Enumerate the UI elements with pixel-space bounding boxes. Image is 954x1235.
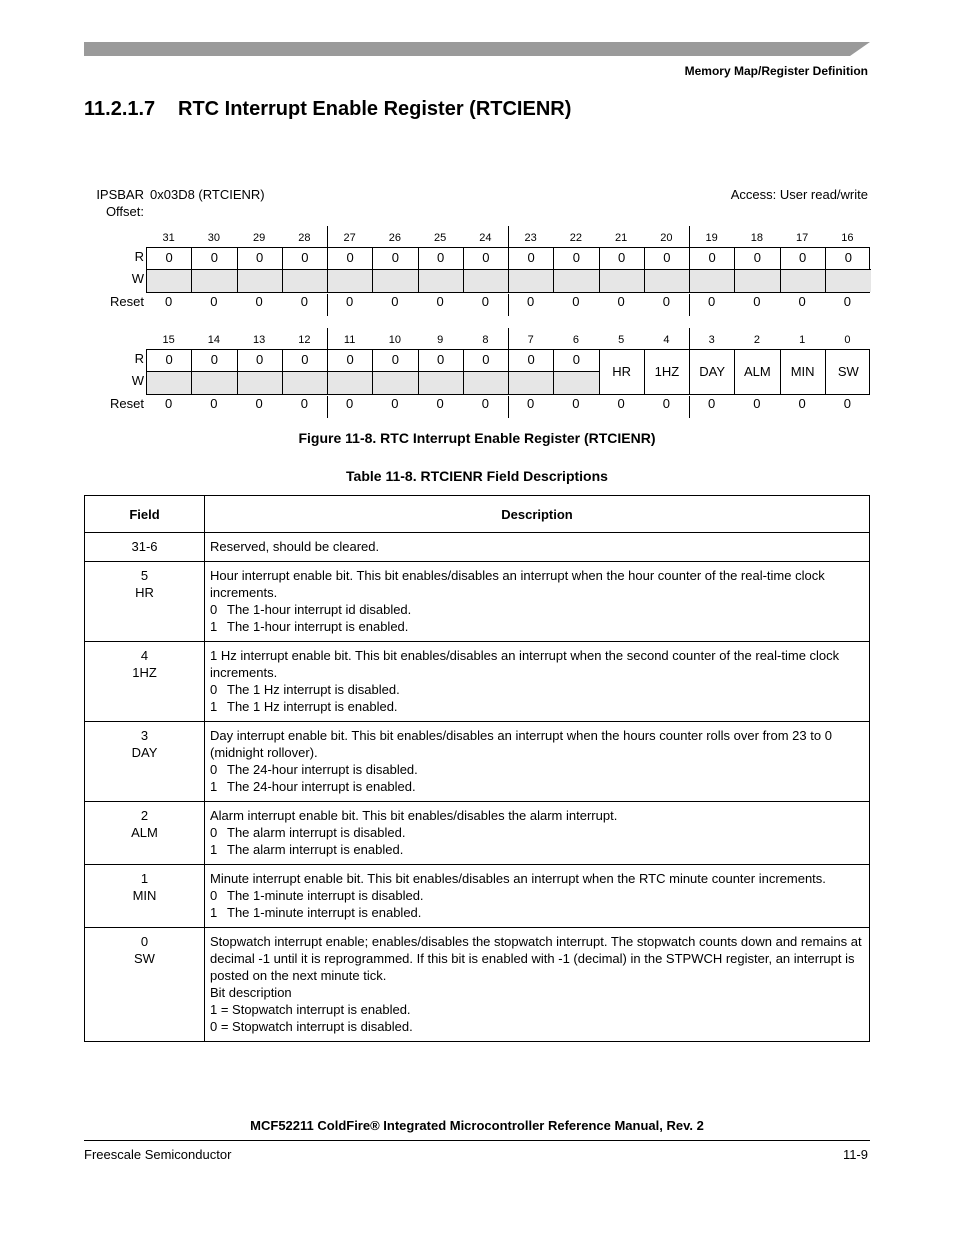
value-text: The 1 Hz interrupt is enabled. (227, 699, 398, 714)
named-bit-field: 1HZ (645, 350, 690, 394)
write-bit-cell (509, 270, 554, 292)
column-header-field: Field (85, 496, 205, 533)
reset-value: 0 (391, 294, 399, 309)
bit-field-grid (146, 247, 870, 293)
write-bit-cell (419, 270, 464, 292)
description-cell (205, 865, 870, 928)
bit-number: 4 (663, 334, 670, 346)
write-bit-cell (781, 270, 826, 292)
write-bit-cell (373, 372, 418, 394)
bit-number: 5 (618, 334, 625, 346)
reset-value: 0 (798, 294, 806, 309)
bit-number: 22 (569, 232, 582, 244)
description-text: Stopwatch interrupt enable; enables/disables the stopwatch interrupt. The stopwatch counts down and remains at decimal -1 until it is reprogrammed. If this bit is enabled with -1 (decimal) in the STPWCH register, an interrupt is posted on the next minute tick. (210, 934, 862, 983)
write-row-label: W (131, 373, 144, 388)
bit-number: 14 (207, 334, 220, 346)
read-bit-cell: 0 (328, 350, 373, 372)
read-row-label: R (134, 249, 144, 264)
table-row (85, 802, 870, 865)
field-name: 0 (140, 934, 149, 949)
read-bit-cell: 0 (192, 350, 237, 372)
field-name: 4 (140, 648, 149, 663)
field-name: DAY (131, 745, 158, 760)
field-name: SW (134, 951, 155, 966)
read-bit-cell: 0 (509, 248, 554, 270)
bit-number: 3 (708, 334, 715, 346)
named-bit-field: DAY (690, 350, 735, 394)
table-row (85, 562, 870, 642)
read-bit-cell: 0 (464, 350, 509, 372)
reset-value: 0 (165, 396, 173, 411)
reset-row-label: Reset (110, 396, 144, 411)
value-key: 1 (210, 905, 218, 920)
reset-value: 0 (843, 294, 851, 309)
read-bit-cell: 0 (283, 248, 328, 270)
reset-value: 0 (165, 294, 173, 309)
value-item (210, 841, 864, 858)
read-bit-cell: 0 (328, 248, 373, 270)
register-address: 0x03D8 (RTCIENR) (150, 187, 265, 202)
reset-value: 0 (300, 396, 308, 411)
read-bit-cell: 0 (464, 248, 509, 270)
column-header-description: Description (205, 496, 870, 533)
description-text: Alarm interrupt enable bit. This bit enables/disables the alarm interrupt. (210, 808, 618, 823)
footer-rule (84, 1140, 870, 1141)
write-bit-cell (645, 270, 690, 292)
value-key: 0 (210, 825, 218, 840)
description-text: Reserved, should be cleared. (210, 539, 380, 554)
field-name: 2 (140, 808, 149, 823)
value-text: The alarm interrupt is enabled. (227, 842, 404, 857)
description-cell (205, 642, 870, 722)
value-item (210, 887, 864, 904)
write-bit-cell (147, 270, 192, 292)
section-title-text: RTC Interrupt Enable Register (RTCIENR) (178, 98, 572, 120)
reset-value: 0 (210, 294, 218, 309)
bit-number: 9 (437, 334, 444, 346)
bit-group-tick (327, 328, 328, 350)
footer-title: MCF52211 ColdFire® Integrated Microcontroller Reference Manual, Rev. 2 (250, 1118, 704, 1133)
value-item (210, 761, 864, 778)
write-bit-cell (238, 270, 283, 292)
value-text: The alarm interrupt is disabled. (227, 825, 406, 840)
read-bit-cell: 0 (283, 350, 328, 372)
bit-number: 11 (343, 334, 356, 346)
field-name: 1HZ (132, 665, 157, 680)
table-header-row (85, 496, 870, 533)
bit-number: 23 (524, 232, 537, 244)
value-text: The 1-minute interrupt is disabled. (227, 888, 424, 903)
value-key: 0 (210, 602, 218, 617)
reset-value: 0 (662, 396, 670, 411)
bit-group-tick (508, 328, 509, 350)
write-bit-cell (419, 372, 464, 394)
bit-number: 0 (844, 334, 851, 346)
value-key: 0 (210, 888, 218, 903)
bit-number: 26 (388, 232, 401, 244)
bit-number: 24 (479, 232, 492, 244)
bit-group-tick (327, 226, 328, 248)
reset-value: 0 (617, 396, 625, 411)
reset-value: 0 (798, 396, 806, 411)
field-cell (85, 642, 205, 722)
read-bit-cell: 0 (826, 248, 871, 270)
value-key: 1 (210, 842, 218, 857)
bit-group-tick (689, 328, 690, 350)
value-key: 1 (210, 619, 218, 634)
register-access: Access: User read/write (730, 187, 868, 202)
field-cell (85, 865, 205, 928)
reset-value: 0 (346, 396, 354, 411)
field-name: ALM (131, 825, 158, 840)
read-bit-cell: 0 (735, 248, 780, 270)
bit-number: 8 (482, 334, 489, 346)
reset-value: 0 (346, 294, 354, 309)
table-row (85, 533, 870, 562)
reset-value: 0 (708, 396, 716, 411)
value-text: The 24-hour interrupt is disabled. (227, 762, 418, 777)
read-bit-cell: 0 (600, 248, 645, 270)
value-item (210, 681, 864, 698)
bit-number: 18 (750, 232, 763, 244)
field-name: 5 (140, 568, 149, 583)
field-name: HR (135, 585, 154, 600)
write-bit-cell (373, 270, 418, 292)
footer-publisher: Freescale Semiconductor (84, 1147, 232, 1162)
bit-number: 2 (753, 334, 760, 346)
bit-number: 1 (799, 334, 806, 346)
reset-value: 0 (210, 396, 218, 411)
description-cell (205, 928, 870, 1042)
write-bit-cell (826, 270, 871, 292)
field-cell (85, 562, 205, 642)
field-name: MIN (132, 888, 157, 903)
value-item (210, 698, 864, 715)
field-descriptions-table (84, 495, 870, 1042)
bit-number: 13 (253, 334, 266, 346)
page-number: 11-9 (842, 1147, 868, 1162)
value-key: 0 (210, 762, 218, 777)
write-bit-cell (283, 270, 328, 292)
register-address-label: IPSBAR Offset: (96, 187, 144, 219)
description-cell (205, 562, 870, 642)
reset-value: 0 (572, 396, 580, 411)
write-bit-cell (328, 270, 373, 292)
value-key: 1 (210, 699, 218, 714)
read-bit-cell: 0 (554, 248, 599, 270)
reset-value: 0 (391, 396, 399, 411)
bit-number: 16 (841, 232, 854, 244)
bit-number: 6 (572, 334, 579, 346)
write-bit-cell (554, 270, 599, 292)
reset-value: 0 (662, 294, 670, 309)
bit-number: 29 (253, 232, 266, 244)
table-caption: Table 11-8. RTCIENR Field Descriptions (346, 468, 608, 484)
reset-value: 0 (300, 294, 308, 309)
read-bit-cell: 0 (373, 350, 418, 372)
description-text: Bit description (210, 985, 292, 1000)
bit-group-tick (689, 226, 690, 248)
named-bit-field: MIN (781, 350, 826, 394)
write-bit-cell (238, 372, 283, 394)
write-bit-cell (690, 270, 735, 292)
value-text: The 24-hour interrupt is enabled. (227, 779, 416, 794)
bit-number: 21 (615, 232, 628, 244)
running-head: Memory Map/Register Definition (684, 64, 868, 78)
write-bit-cell (464, 372, 509, 394)
value-text: The 1-hour interrupt is enabled. (227, 619, 409, 634)
value-item (210, 778, 864, 795)
description-cell (205, 533, 870, 562)
figure-caption: Figure 11-8. RTC Interrupt Enable Register (RTCIENR) (298, 430, 656, 446)
bit-number: 25 (434, 232, 447, 244)
reset-value-row (146, 294, 870, 310)
write-bit-cell (509, 372, 554, 394)
value-key: 0 (210, 682, 218, 697)
write-bit-cell (464, 270, 509, 292)
bit-number: 7 (527, 334, 534, 346)
value-text: The 1-minute interrupt is enabled. (227, 905, 422, 920)
reset-value: 0 (572, 294, 580, 309)
reset-value: 0 (436, 396, 444, 411)
description-text: Day interrupt enable bit. This bit enables/disables an interrupt when the hours counter rolls over from 23 to 0 (midnight rollover). (210, 728, 832, 760)
read-bit-cell: 0 (147, 350, 192, 372)
table-row (85, 722, 870, 802)
value-text: The 1-hour interrupt id disabled. (227, 602, 412, 617)
table-row (85, 865, 870, 928)
write-bit-cell (192, 372, 237, 394)
description-text: 1 = Stopwatch interrupt is enabled. (210, 1002, 411, 1017)
read-bit-cell: 0 (781, 248, 826, 270)
bit-number: 15 (162, 334, 175, 346)
description-text: 1 Hz interrupt enable bit. This bit enables/disables an interrupt when the second counter of the real-time clock increments. (210, 648, 840, 680)
table-row (85, 928, 870, 1042)
read-bit-cell: 0 (373, 248, 418, 270)
bit-field-grid (146, 349, 870, 395)
read-bit-cell: 0 (147, 248, 192, 270)
write-bit-cell (328, 372, 373, 394)
bit-number: 31 (162, 232, 175, 244)
read-bit-cell: 0 (238, 248, 283, 270)
write-bit-cell (554, 372, 599, 394)
reset-value: 0 (708, 294, 716, 309)
value-key: 1 (210, 779, 218, 794)
named-bit-field: SW (837, 364, 859, 379)
description-cell (205, 722, 870, 802)
bit-number: 28 (298, 232, 311, 244)
reset-value: 0 (617, 294, 625, 309)
reset-value: 0 (255, 294, 263, 309)
reset-value: 0 (527, 396, 535, 411)
bit-number: 27 (343, 232, 356, 244)
write-bit-cell (600, 270, 645, 292)
field-cell (85, 802, 205, 865)
section-number: 11.2.1.7 (84, 98, 156, 120)
description-cell (205, 802, 870, 865)
write-row-label: W (131, 271, 144, 286)
reset-value: 0 (843, 396, 851, 411)
register-diagram-upper (100, 226, 872, 318)
bit-number: 19 (705, 232, 718, 244)
read-bit-cell: 0 (238, 350, 283, 372)
read-bit-cell: 0 (690, 248, 735, 270)
bit-number: 12 (298, 334, 311, 346)
value-item (210, 618, 864, 635)
read-bit-cell: 0 (509, 350, 554, 372)
field-cell (85, 928, 205, 1042)
read-bit-cell: 0 (419, 248, 464, 270)
named-bit-field: HR (600, 350, 645, 394)
reset-value: 0 (481, 396, 489, 411)
reset-value: 0 (527, 294, 535, 309)
read-row-label: R (134, 351, 144, 366)
bit-group-tick (508, 226, 509, 248)
bit-number: 20 (660, 232, 673, 244)
read-bit-cell: 0 (419, 350, 464, 372)
header-bar (84, 42, 870, 56)
reset-value: 0 (436, 294, 444, 309)
reset-value: 0 (255, 396, 263, 411)
write-bit-cell (192, 270, 237, 292)
read-bit-cell: 0 (554, 350, 599, 372)
read-bit-cell: 0 (645, 248, 690, 270)
reset-value-row (146, 396, 870, 412)
description-text: 0 = Stopwatch interrupt is disabled. (210, 1019, 413, 1034)
field-cell (85, 722, 205, 802)
bit-number: 17 (796, 232, 809, 244)
bit-number: 30 (207, 232, 220, 244)
field-name: 3 (140, 728, 149, 743)
section-title (84, 98, 571, 121)
description-text: Hour interrupt enable bit. This bit enables/disables an interrupt when the hour counter of the real-time clock increments. (210, 568, 825, 600)
bit-number: 10 (388, 334, 401, 346)
value-text: The 1 Hz interrupt is disabled. (227, 682, 400, 697)
read-bit-cell: 0 (192, 248, 237, 270)
value-item (210, 601, 864, 618)
reset-value: 0 (753, 396, 761, 411)
value-item (210, 824, 864, 841)
field-name: 31-6 (131, 539, 158, 554)
register-diagram-lower (100, 328, 872, 420)
field-name: 1 (140, 871, 149, 886)
reset-row-label: Reset (110, 294, 144, 309)
reset-value: 0 (481, 294, 489, 309)
write-bit-cell (283, 372, 328, 394)
named-bit-field: ALM (735, 350, 780, 394)
write-bit-cell (735, 270, 780, 292)
value-item (210, 904, 864, 921)
reset-value: 0 (753, 294, 761, 309)
table-row (85, 642, 870, 722)
description-text: Minute interrupt enable bit. This bit enables/disables an interrupt when the RTC minute counter increments. (210, 871, 826, 886)
field-cell (85, 533, 205, 562)
write-bit-cell (147, 372, 192, 394)
